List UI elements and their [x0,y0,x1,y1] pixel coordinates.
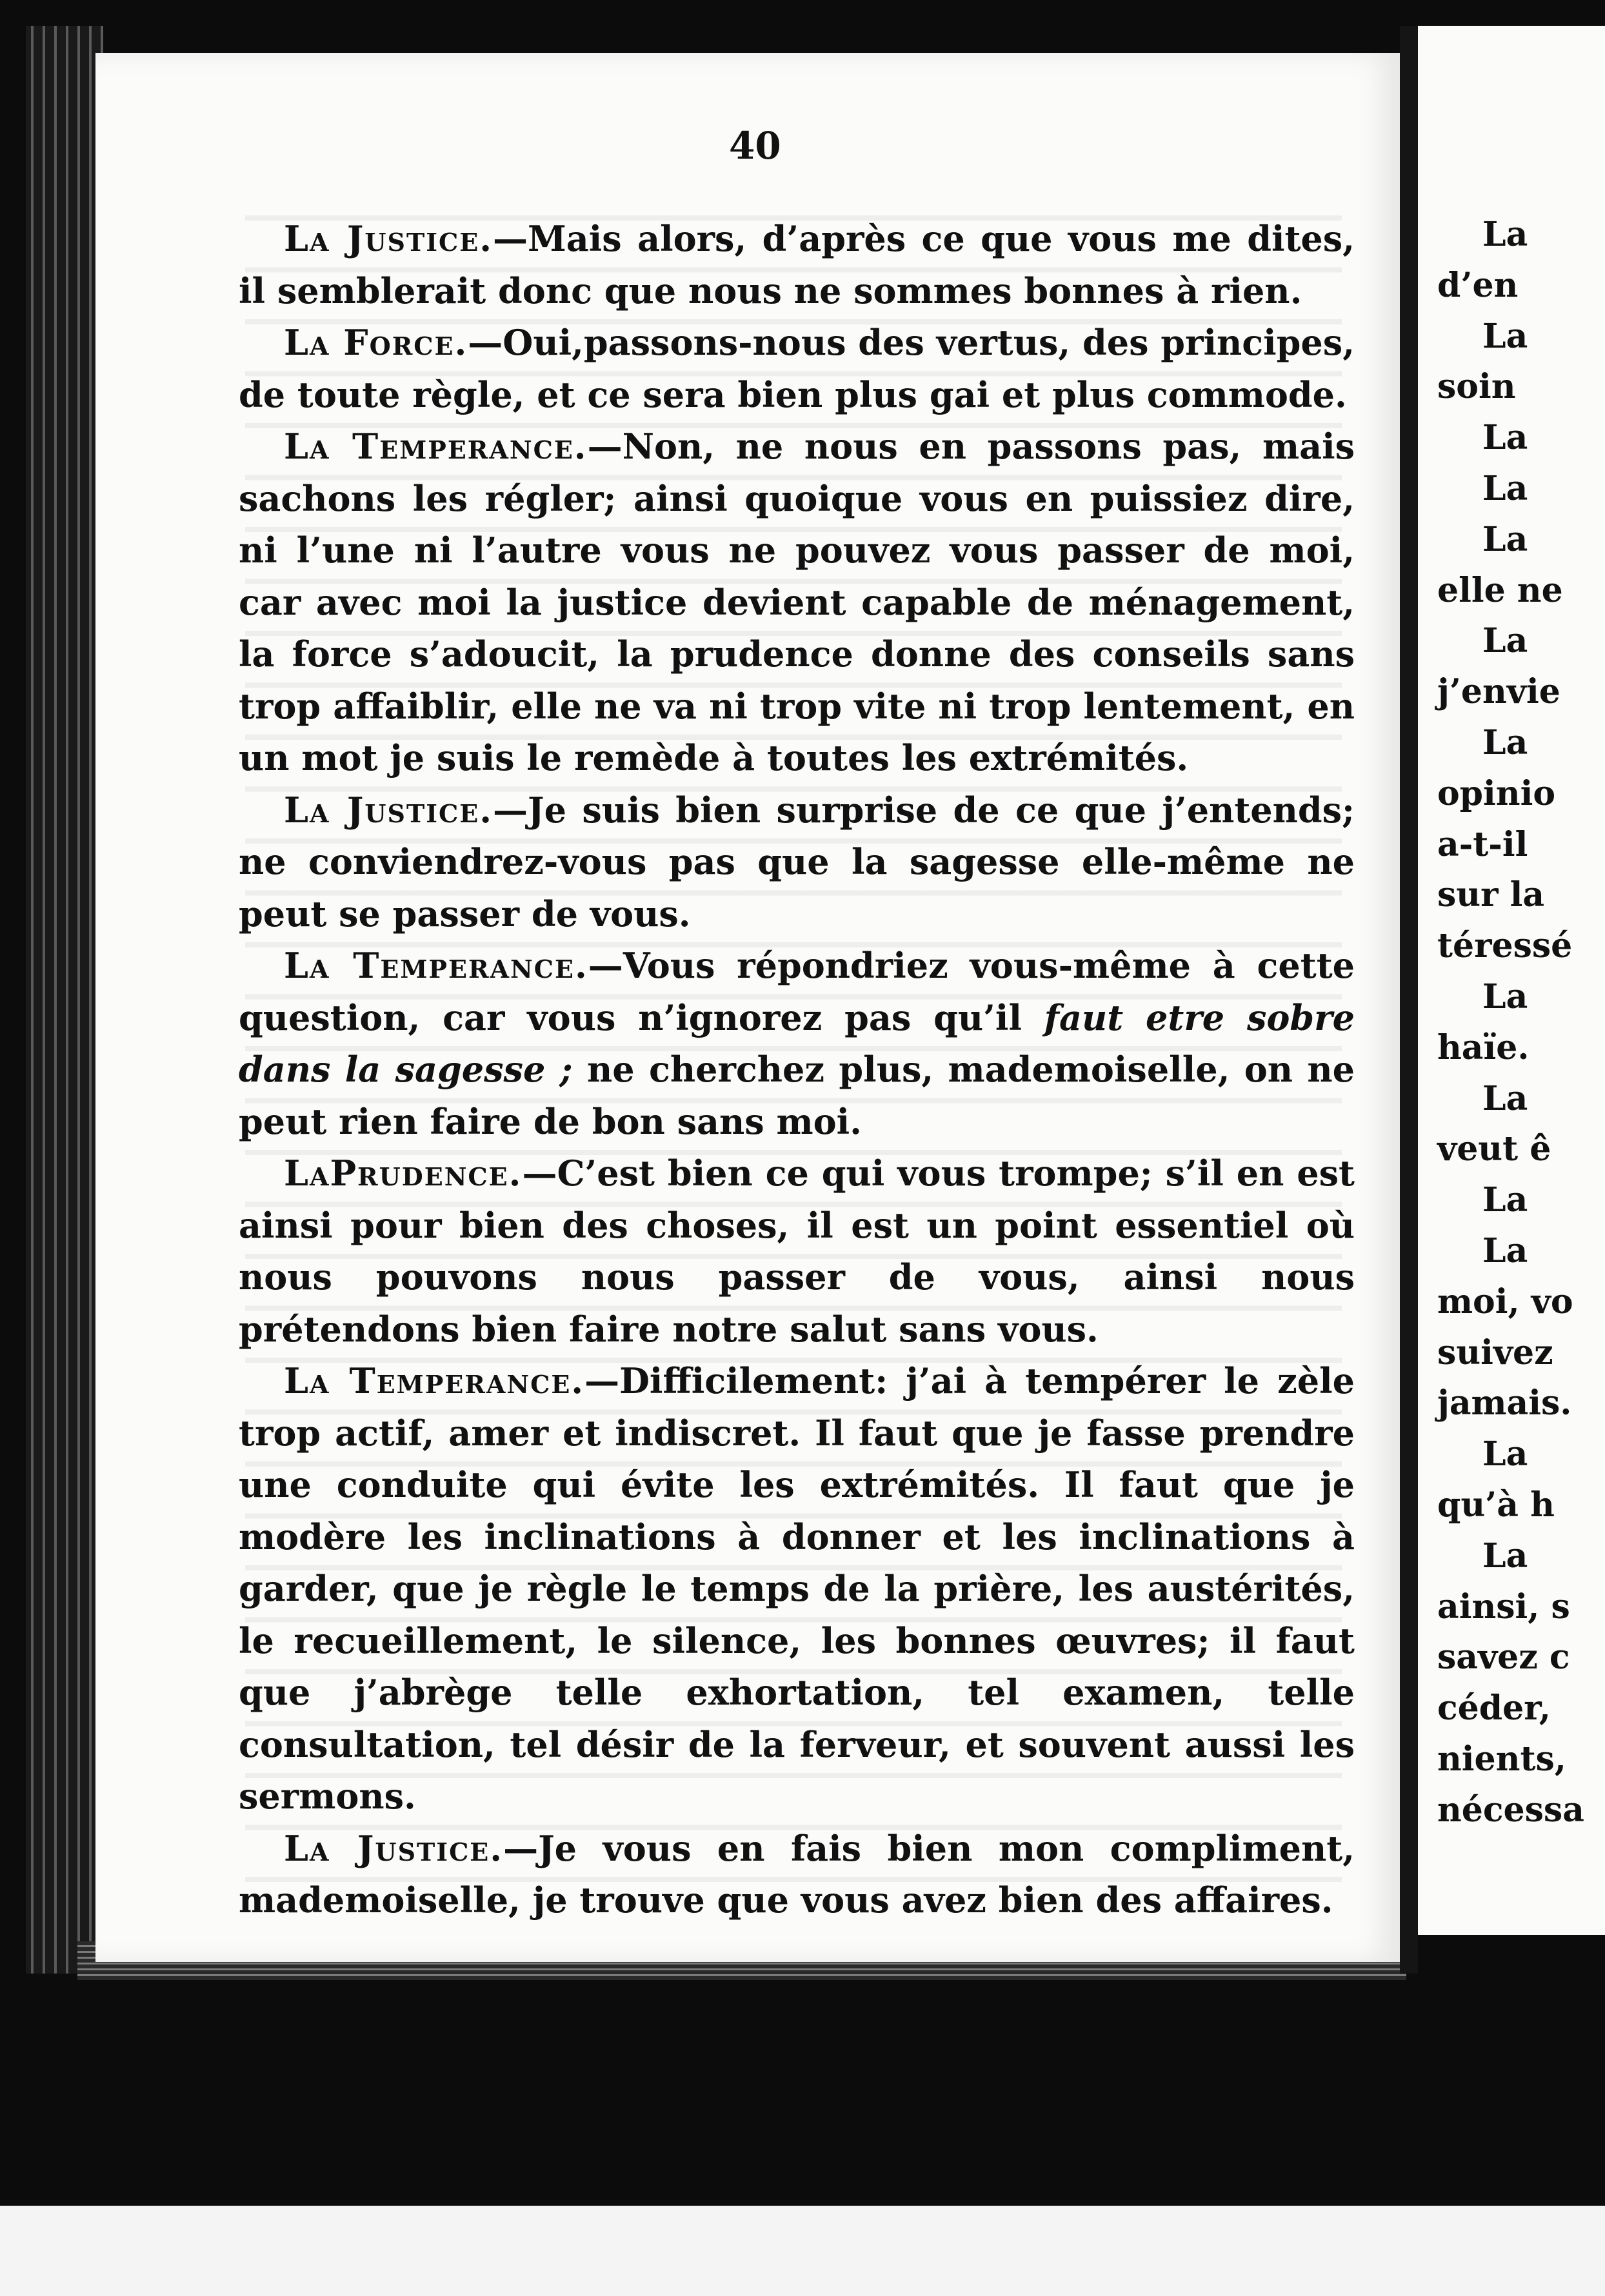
right-page-line: jamais. [1437,1383,1572,1423]
right-page-line: La [1482,316,1528,356]
dialogue-paragraph [239,317,1355,421]
right-page-line: haïe. [1437,1027,1530,1067]
dialogue-text: —Je vous en fais bien mon compliment, mademoiselle, je trouve que vous avez bien des affaires. [239,1827,1355,1921]
right-page-line: La [1482,976,1528,1016]
right-page-line: La [1482,1536,1528,1576]
speaker-name: LaPrudence. [284,1153,523,1194]
book-gutter [1400,26,1418,1974]
right-page-line: La [1482,215,1528,254]
right-page-line: téressé [1437,926,1573,966]
right-page-line: nécessa [1437,1790,1584,1830]
right-page-line: suivez [1437,1332,1553,1372]
dialogue-paragraph [239,1355,1355,1823]
right-page-line: soin [1437,367,1516,407]
speaker-name: La Temperance. [284,945,588,986]
speaker-name: La Temperance. [284,1360,585,1401]
dialogue-text: —Difficilement: j’ai à tempérer le zèle trop actif, amer et indiscret. Il faut que je fasse prendre une conduite qui évite les extrémités. Il faut que je modère les inclinations à donner et les inclinations à garder, que je règle le temps de la prière, les austérités, le recueillement, le silence, les bonnes œuvres; il faut que j’abrège telle exhortation, tel examen, telle consultation, tel désir de la ferveur, et souvent aussi les sermons. [239,1360,1355,1817]
dialogue-text: —Non, ne nous en passons pas, mais sachons les régler; ainsi quoique vous en puissiez dire, ni l’une ni l’autre vous ne pouvez vous passer de moi, car avec moi la justice devient capable de ménagement, la force s’adoucit, la prudence donne des conseils sans trop affaiblir, elle ne va ni trop vite ni trop lentement, en un mot je suis le remède à toutes les extrémités. [239,426,1355,778]
right-page-line: j’envie [1437,672,1560,712]
right-page-line: La [1482,1231,1528,1271]
dialogue-text: ne cherchez plus, mademoiselle, on ne peut rien faire de bon sans moi. [239,1049,1355,1142]
right-page-line: La [1482,1180,1528,1220]
dialogue-text: —Oui,passons-nous des vertus, des principes, de toute règle, et ce sera bien plus gai et plus commode. [239,322,1355,415]
speaker-name: La Justice. [284,218,493,259]
dialogue-paragraph [239,940,1355,1147]
dialogue-text: —Mais alors, d’après ce que vous me dites, il semblerait donc que nous ne sommes bonnes à rien. [239,218,1355,312]
right-page-line: La [1482,722,1528,762]
dialogue-paragraph [239,421,1355,784]
right-page-line: opinio [1437,773,1556,813]
book-page-edges [26,26,103,1974]
speaker-name: La Temperance. [284,426,588,467]
right-page [1418,26,1605,1935]
dialogue-text: —C’est bien ce qui vous trompe; s’il en est ainsi pour bien des choses, il est un point essentiel où nous pouvons nous passer de vous, ainsi nous prétendons bien faire notre salut sans vous. [239,1153,1355,1350]
right-page-line: qu’à h [1437,1485,1555,1525]
right-page-line: céder, [1437,1688,1551,1728]
dialogue-paragraph [239,1147,1355,1355]
right-page-line: d’en [1437,265,1519,305]
dialogue-text: —Vous répondriez vous-même à cette question, car vous n’ignorez pas qu’il [239,945,1355,1038]
right-page-line: elle ne [1437,570,1563,610]
dialogue-text: —Je suis bien surprise de ce que j’entends; ne conviendrez-vous pas que la sagesse elle-même ne peut se passer de vous. [239,789,1355,935]
speaker-name: La Justice. [284,789,493,831]
right-page-line: La [1482,1434,1528,1474]
right-page-line: nients, [1437,1739,1566,1779]
right-page-line: La [1482,418,1528,458]
right-page-line: La [1482,519,1528,559]
right-page-line: La [1482,468,1528,508]
italic-text: faut etre sobre dans la sagesse ; [239,996,1355,1090]
right-page-line: ainsi, s [1437,1587,1570,1627]
speaker-name: La Force. [284,322,468,363]
right-page-line: sur la [1437,875,1545,915]
right-page-line: La [1482,621,1528,661]
dialogue-paragraph [239,784,1355,940]
right-page-line: La [1482,1078,1528,1118]
right-page-line: savez c [1437,1638,1570,1677]
left-page-text [239,213,1355,1926]
page-number: 40 [729,124,781,168]
right-page-line: veut ê [1437,1129,1551,1169]
scan-bottom-margin [0,2206,1605,2296]
dialogue-paragraph [239,213,1355,317]
right-page-line: moi, vo [1437,1282,1573,1321]
right-page-line: a-t-il [1437,824,1528,864]
right-page-text [1437,210,1605,1836]
dialogue-paragraph [239,1823,1355,1926]
speaker-name: La Justice. [284,1827,504,1869]
